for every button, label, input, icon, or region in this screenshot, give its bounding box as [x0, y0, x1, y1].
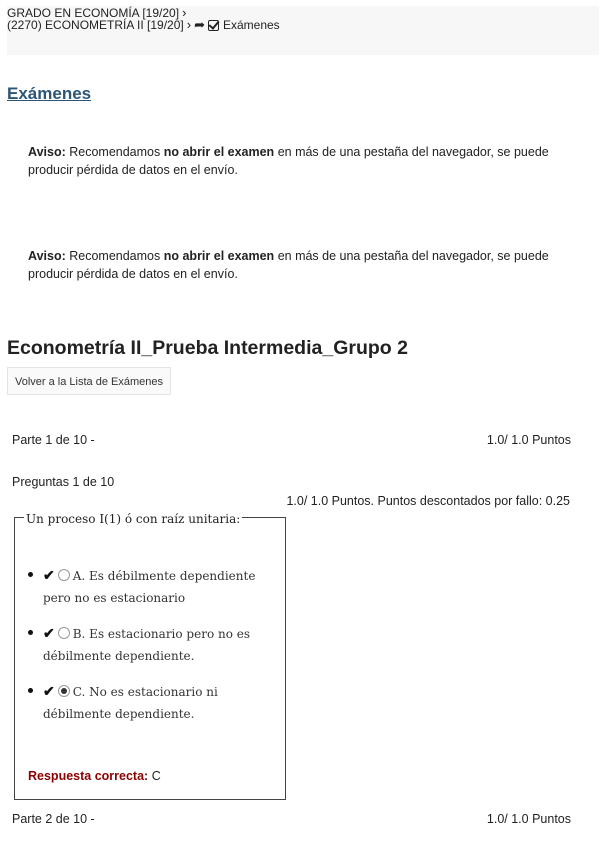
- breadcrumb-degree-label[interactable]: GRADO EN ECONOMÍA [19/20]: [7, 6, 180, 20]
- notice-text-pre: Recomendamos: [69, 145, 161, 159]
- part-label: Parte 1 de 10 -: [12, 433, 95, 447]
- checkmark-icon: ✔: [43, 684, 55, 700]
- notice-text-post: en más de una pestaña del navegador, se puede producir pérdida de datos en el envío.: [28, 145, 549, 177]
- bullet-icon: [28, 688, 33, 693]
- breadcrumb-bar: [7, 6, 599, 55]
- correct-answer: [28, 769, 161, 783]
- option-b-text: B. Es estacionario pero no es débilmente dependiente.: [43, 627, 251, 663]
- part-label: Parte 2 de 10 -: [12, 812, 95, 826]
- notice-label: Aviso:: [28, 145, 66, 159]
- question-points: 1.0/ 1.0 Puntos. Puntos descontados por fallo: 0.25: [286, 494, 570, 508]
- question-text: Un proceso I(1) ó con raíz unitaria:: [26, 512, 241, 526]
- notice-text-bold: no abrir el examen: [163, 249, 275, 263]
- breadcrumb-course-label[interactable]: (2270) ECONOMETRÍA II [19/20]: [7, 18, 184, 32]
- notice-2: [28, 247, 558, 283]
- notice-label: Aviso:: [28, 249, 66, 263]
- question-count: Preguntas 1 de 10: [12, 475, 115, 489]
- bullet-icon: [28, 630, 33, 635]
- notice-text-post: en más de una pestaña del navegador, se puede producir pérdida de datos en el envío.: [28, 249, 549, 281]
- option-c-text: C. No es estacionario ni débilmente dependiente.: [43, 685, 218, 721]
- option-c: [28, 681, 268, 725]
- exam-title: Econometría II_Prueba Intermedia_Grupo 2: [7, 337, 408, 359]
- share-arrow-icon: ➦: [194, 17, 205, 32]
- radio-option-b[interactable]: [58, 627, 70, 639]
- option-a-text: A. Es débilmente dependiente pero no es estacionario: [43, 569, 256, 605]
- part-header: [12, 812, 571, 826]
- back-to-exam-list-button[interactable]: Volver a la Lista de Exámenes: [7, 367, 171, 395]
- checkbox-icon: [208, 20, 219, 31]
- radio-option-c[interactable]: [58, 685, 70, 697]
- part-points: 1.0/ 1.0 Puntos: [486, 812, 571, 826]
- option-a: [28, 565, 268, 609]
- section-title[interactable]: Exámenes: [7, 84, 92, 103]
- notice-text-pre: Recomendamos: [69, 249, 161, 263]
- part-points: 1.0/ 1.0 Puntos: [486, 433, 571, 447]
- notice-1: [28, 143, 558, 179]
- checkmark-icon: ✔: [43, 626, 55, 642]
- correct-answer-label: Respuesta correcta:: [28, 769, 149, 783]
- part-header: [12, 433, 571, 447]
- breadcrumb-course: [7, 18, 280, 32]
- notice-text-bold: no abrir el examen: [163, 145, 275, 159]
- answer-options: [28, 565, 268, 739]
- correct-answer-value: C: [151, 769, 161, 783]
- bullet-icon: [28, 572, 33, 577]
- chevron-right-icon: ›: [186, 17, 192, 32]
- chevron-right-icon: ›: [182, 5, 187, 20]
- option-b: [28, 623, 268, 667]
- radio-option-a[interactable]: [58, 569, 70, 581]
- breadcrumb-current: Exámenes: [222, 18, 280, 32]
- checkmark-icon: ✔: [43, 568, 55, 584]
